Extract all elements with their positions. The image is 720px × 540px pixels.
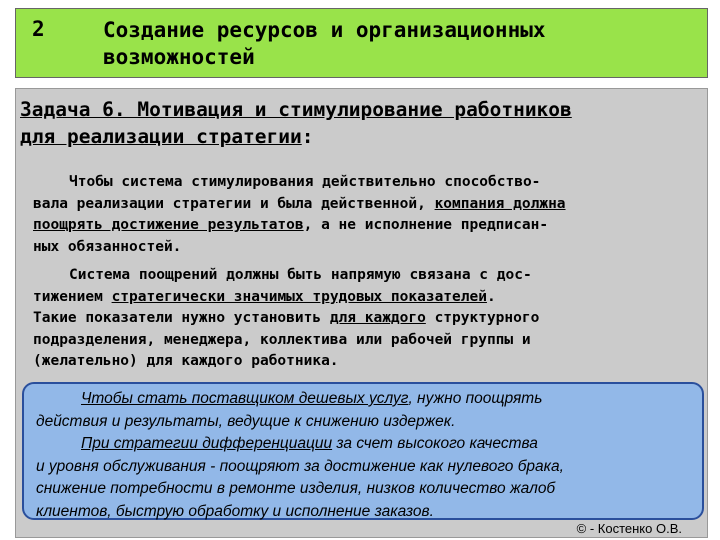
box-underlined-2: При стратегии дифференциации (81, 435, 333, 453)
box-line3 (36, 433, 706, 456)
box-text-2: за счет высокого качества (332, 435, 538, 453)
paragraph-1-text-2: , а не исполнение предписан- (303, 217, 549, 234)
copyright: © - Костенко О.В. (576, 521, 682, 536)
paragraph-2-line5: (желательно) для каждого работника. (33, 353, 339, 370)
box-underlined: Чтобы стать поставщиком дешевых услуг (81, 390, 409, 407)
paragraph-1-line2 (33, 194, 693, 216)
slide-header (15, 8, 708, 78)
paragraph-2-line3 (33, 308, 693, 330)
section-title (103, 17, 693, 71)
paragraph-1-line4: ных обязанностей. (33, 238, 182, 255)
paragraph-1-underlined-2: поощрять достижение результатов (33, 217, 304, 234)
paragraph-1-line3 (33, 215, 693, 237)
paragraph-2-text-2: Такие показатели нужно установить (33, 310, 330, 327)
task-heading-colon: : (301, 125, 314, 148)
box-text: , нужно поощрять (408, 390, 543, 407)
section-number: 2 (32, 17, 45, 41)
box-line1 (36, 388, 706, 411)
paragraph-2-text: тижением (33, 288, 112, 305)
task-heading-line2: для реализации стратегии (20, 125, 302, 148)
highlight-box-text (36, 388, 706, 524)
section-title-line1: Создание ресурсов и организационных (103, 18, 546, 42)
paragraph-1-text: вала реализации стратегии и была действенной, (33, 195, 435, 212)
paragraph-1-underlined: компания должна (434, 195, 566, 212)
paragraph-2-line4: подразделения, менеджера, коллектива или рабочей группы и (33, 331, 531, 348)
task-heading-line1: Задача 6. Мотивация и стимулирование работников (20, 98, 572, 121)
paragraph-2-text-3: структурного (425, 310, 540, 327)
paragraph-1-line1: Чтобы система стимулирования действительно способство- (69, 174, 541, 190)
box-line6: клиентов, быструю обработку и исполнение заказов. (36, 502, 434, 520)
task-heading (20, 96, 710, 150)
paragraph-2-underlined-2: для каждого (329, 310, 426, 327)
paragraph-2 (33, 265, 693, 373)
paragraph-2-underlined: стратегически значимых трудовых показателей (111, 288, 487, 305)
paragraph-2-period: . (486, 288, 496, 305)
box-line4: и уровня обслуживания - поощряют за достижение как нулевого брака, (36, 457, 564, 475)
paragraph-2-line1: Система поощрений должны быть напрямую связана с дос- (69, 267, 532, 283)
section-title-line2: возможностей (103, 45, 255, 69)
box-line2: действия и результаты, ведущие к снижению издержек. (36, 412, 456, 430)
box-line5: снижение потребности в ремонте изделия, низков количество жалоб (36, 480, 556, 498)
paragraph-1 (33, 172, 693, 258)
paragraph-2-line2 (33, 287, 693, 309)
